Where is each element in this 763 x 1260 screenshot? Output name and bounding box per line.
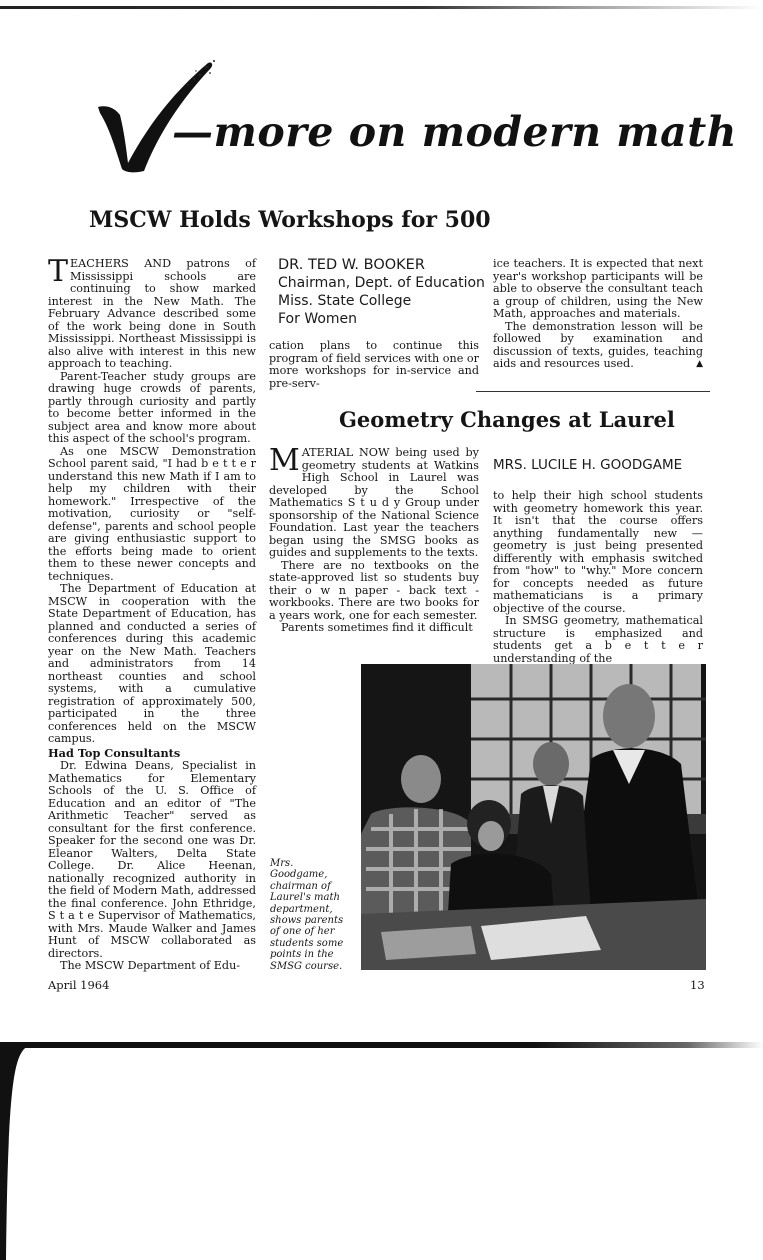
- article1-column-2: [269, 340, 479, 390]
- end-triangle-icon: ▲: [696, 359, 703, 369]
- article1-paragraph-3: As one MSCW Demonstration School parent said, "I had b e t t e r understand this new Math if I am to help my children with their homework." Irrespective of the motivation, curiosity or "self-defense", parents and school people are giving enthusiastic support to the efforts being made to orient them to these newer concepts and techniques.: [48, 444, 256, 583]
- photo-caption: Mrs. Goodgame, chairman of Laurel's math department, shows parents of one of her students some points in the SMSG course.: [270, 858, 344, 972]
- article1-paragraph-2: Parent-Teacher study groups are drawing huge crowds of parents, partly through curiosity and partly to become better informed in the subject area and know more about this aspect of the school's program.: [48, 369, 256, 445]
- article-separator: [476, 391, 710, 392]
- article2-paragraph-2: There are no textbooks on the state-approved list so students buy their o w n paper - back text - workbooks. There are two books for a years work, one for each semester.: [269, 558, 479, 622]
- article-title-geometry: Geometry Changes at Laurel: [339, 407, 675, 432]
- page-number: 13: [690, 978, 705, 992]
- article1-paragraph-6: The MSCW Department of Edu-: [60, 959, 241, 972]
- byline-title: Chairman, Dept. of Education: [278, 275, 485, 291]
- article2-paragraph-4: to help their high school students with geometry homework this year. It isn't that the course offers anything fundamentally new — geometry is just being presented differently with emphasis switched from "how" to "why." More concern for concepts needed as future mathematicians is a primary objective of the course.: [493, 489, 703, 615]
- article1-paragraph-4: The Department of Education at MSCW in cooperation with the State Department of Education, has planned and conducted a series of conferences during this academic year on the New Math. Teachers and administrators from 14 northeast counties and school systems, with a cumulative registration of approximately 500, participated in the three conferences held on the MSCW campus.: [48, 582, 256, 745]
- article2-dropcap: M: [269, 443, 300, 478]
- article1-subhead: Had Top Consultants: [48, 745, 181, 760]
- byline-institution-2: For Women: [278, 311, 358, 327]
- article1-paragraph-1: TEACHERS AND patrons of Mississippi schools are continuing to show marked interest in the New Math. The February Advance described some of the work being done in South Mississippi. Northeast Mississippi is also alive with interest in this new approach to teaching.: [48, 254, 256, 370]
- article1-column-3: [493, 258, 703, 371]
- article1-column-1: [48, 254, 256, 973]
- article1-paragraph-7: cation plans to continue this program of field services with one or more workshops for in-service and pre-serv-: [269, 339, 479, 390]
- byline-institution: Miss. State College: [278, 293, 412, 309]
- photo-illustration: [361, 664, 706, 970]
- bottom-rule: [0, 1042, 763, 1048]
- article-title-workshops: MSCW Holds Workshops for 500: [89, 207, 491, 233]
- byline-name: DR. TED W. BOOKER: [278, 257, 425, 273]
- page-edge-shadow: [0, 1042, 28, 1260]
- top-rule: [0, 6, 763, 9]
- article1-paragraph-9: The demonstration lesson will be followed by examination and discussion of texts, guides, teaching aids and resources used. ▲: [493, 319, 703, 370]
- article2-paragraph-3: Parents sometimes find it difficult: [281, 621, 473, 634]
- page-headline: —more on modern math: [172, 108, 737, 156]
- article1-paragraph-5: Dr. Edwina Deans, Specialist in Mathematics for Elementary Schools of the U. S. Office of Education and an editor of "The Arithmetic Teacher" served as consultant for the first conference. Speaker for the second one was Dr. Eleanor Walters, Delta State College. Dr. Alice Heenan, nationally recognized authority in the field of Modern Math, addressed the final conference. John Ethridge, S t a t e Supervisor of Mathematics, with Mrs. Maude Walker and James Hunt of MSCW collaborated as directors.: [48, 759, 256, 960]
- article1-byline: [278, 256, 488, 328]
- article2-paragraph-5: In SMSG geometry, mathematical structure is emphasized and students get a b e t t e r understanding of the: [493, 614, 703, 665]
- article2-column-1: [269, 443, 479, 635]
- article2-column-2: [493, 490, 703, 665]
- article2-paragraph-1: MATERIAL NOW being used by geometry students at Watkins High School in Laurel was developed by the School Mathematics S t u d y Group under sponsorship of the National Science Foundation. Last year the teachers began using the SMSG books as guides and supplements to the texts.: [269, 443, 479, 559]
- article1-paragraph-8: ice teachers. It is expected that next year's workshop participants will be able to observe the consultant teach a group of children, using the New Math, approaches and materials.: [493, 257, 703, 320]
- article1-dropcap: T: [48, 254, 69, 289]
- issue-date: April 1964: [48, 978, 110, 992]
- classroom-photo: [361, 664, 706, 970]
- article2-byline: MRS. LUCILE H. GOODGAME: [493, 457, 683, 473]
